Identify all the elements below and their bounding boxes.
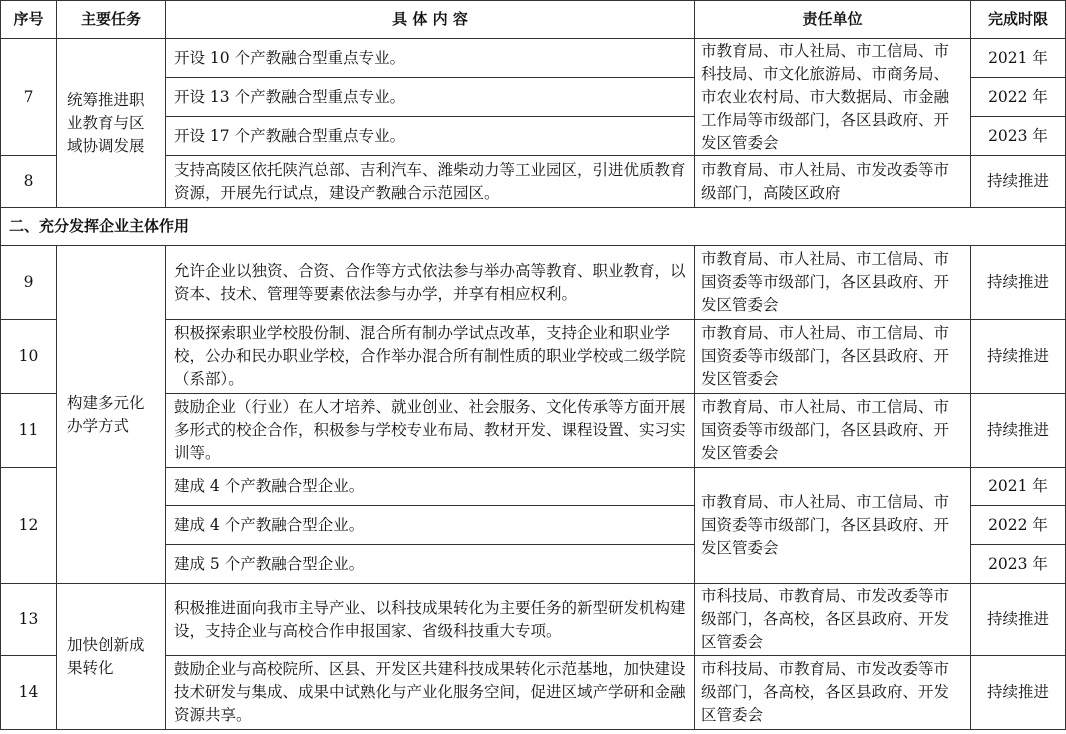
deadline-cell: 持续推进 xyxy=(971,320,1066,394)
header-seq: 序号 xyxy=(1,1,57,39)
deadline-cell: 2022 年 xyxy=(971,78,1066,117)
unit-cell: 市科技局、市教育局、市发改委等市级部门，各高校，各区县政府、开发区管委会 xyxy=(695,584,971,656)
table-row xyxy=(1,246,1066,320)
deadline-cell: 2021 年 xyxy=(971,468,1066,506)
deadline-cell: 持续推进 xyxy=(971,156,1066,208)
content-cell: 积极推进面向我市主导产业、以科技成果转化为主要任务的新型研发机构建设，支持企业与高校合作申报国家、省级科技重大专项。 xyxy=(166,584,695,656)
seq-cell: 14 xyxy=(1,656,57,730)
unit-cell: 市教育局、市人社局、市工信局、市国资委等市级部门，各区县政府、开发区管委会 xyxy=(695,468,971,584)
content-cell: 开设 10 个产教融合型重点专业。 xyxy=(166,39,695,78)
deadline-cell: 2021 年 xyxy=(971,39,1066,78)
deadline-cell: 2023 年 xyxy=(971,117,1066,156)
header-task: 主要任务 xyxy=(57,1,166,39)
unit-cell: 市教育局、市人社局、市发改委等市级部门，高陵区政府 xyxy=(695,156,971,208)
content-cell: 鼓励企业与高校院所、区县、开发区共建科技成果转化示范基地，加快建设技术研发与集成、成果中试熟化与产业化服务空间，促进区域产学研和金融资源共享。 xyxy=(166,656,695,730)
seq-cell: 8 xyxy=(1,156,57,208)
content-cell: 允许企业以独资、合资、合作等方式依法参与举办高等教育、职业教育，以资本、技术、管理等要素依法参与办学，并享有相应权利。 xyxy=(166,246,695,320)
content-cell: 建成 4 个产教融合型企业。 xyxy=(166,468,695,506)
task-cell: 统筹推进职业教育与区域协调发展 xyxy=(57,39,166,208)
header-deadline: 完成时限 xyxy=(971,1,1066,39)
unit-cell: 市教育局、市人社局、市工信局、市国资委等市级部门，各区县政府、开发区管委会 xyxy=(695,246,971,320)
seq-cell: 12 xyxy=(1,468,57,584)
seq-cell: 10 xyxy=(1,320,57,394)
table-row xyxy=(1,39,1066,78)
deadline-cell: 2022 年 xyxy=(971,506,1066,545)
header-content: 具 体 内 容 xyxy=(166,1,695,39)
task-cell: 加快创新成果转化 xyxy=(57,584,166,730)
deadline-cell: 持续推进 xyxy=(971,656,1066,730)
header-unit: 责任单位 xyxy=(695,1,971,39)
deadline-cell: 持续推进 xyxy=(971,246,1066,320)
section-title: 二、充分发挥企业主体作用 xyxy=(1,208,1066,246)
deadline-cell: 持续推进 xyxy=(971,584,1066,656)
unit-cell: 市教育局、市人社局、市工信局、市科技局、市文化旅游局、市商务局、市农业农村局、市大数据局、市金融工作局等市级部门，各区县政府、开发区管委会 xyxy=(695,39,971,156)
seq-cell: 13 xyxy=(1,584,57,656)
task-cell: 构建多元化办学方式 xyxy=(57,246,166,584)
deadline-cell: 持续推进 xyxy=(971,394,1066,468)
unit-cell: 市科技局、市教育局、市发改委等市级部门，各高校，各区县政府、开发区管委会 xyxy=(695,656,971,730)
content-cell: 积极探索职业学校股份制、混合所有制办学试点改革，支持企业和职业学校，公办和民办职业学校，合作举办混合所有制性质的职业学校或二级学院（系部）。 xyxy=(166,320,695,394)
content-cell: 支持高陵区依托陕汽总部、吉利汽车、潍柴动力等工业园区，引进优质教育资源，开展先行试点，建设产教融合示范园区。 xyxy=(166,156,695,208)
content-cell: 建成 5 个产教融合型企业。 xyxy=(166,545,695,584)
content-cell: 开设 17 个产教融合型重点专业。 xyxy=(166,117,695,156)
deadline-cell: 2023 年 xyxy=(971,545,1066,584)
section-row xyxy=(1,208,1066,246)
content-cell: 建成 4 个产教融合型企业。 xyxy=(166,506,695,545)
unit-cell: 市教育局、市人社局、市工信局、市国资委等市级部门，各区县政府、开发区管委会 xyxy=(695,320,971,394)
content-cell: 鼓励企业（行业）在人才培养、就业创业、社会服务、文化传承等方面开展多形式的校企合作，积极参与学校专业布局、教材开发、课程设置、实习实训等。 xyxy=(166,394,695,468)
seq-cell: 9 xyxy=(1,246,57,320)
content-cell: 开设 13 个产教融合型重点专业。 xyxy=(166,78,695,117)
header-row xyxy=(1,1,1066,39)
table-row xyxy=(1,584,1066,656)
seq-cell: 7 xyxy=(1,39,57,156)
unit-cell: 市教育局、市人社局、市工信局、市国资委等市级部门，各区县政府、开发区管委会 xyxy=(695,394,971,468)
seq-cell: 11 xyxy=(1,394,57,468)
